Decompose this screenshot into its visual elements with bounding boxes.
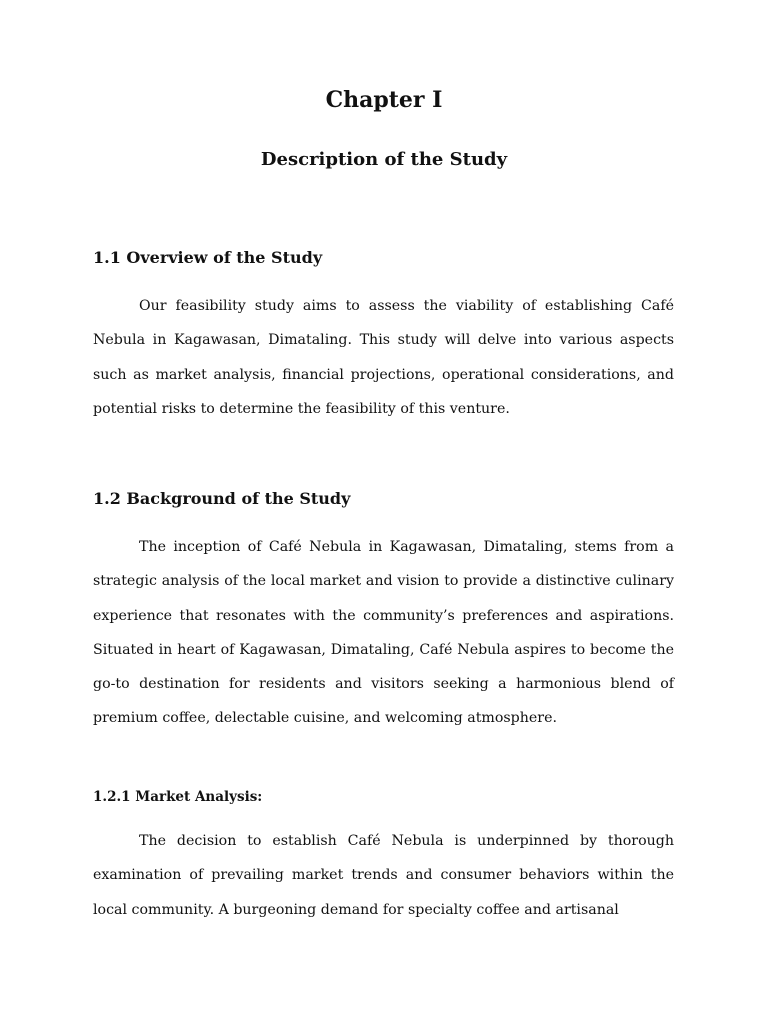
chapter-title: Chapter I (325, 87, 443, 113)
section-heading-overview: 1.1 Overview of the Study (93, 248, 323, 267)
market-analysis-paragraph: The decision to establish Café Nebula is underpinned by thorough examination of prevailing market trends and consumer behaviors within the local community. A burgeoning demand for specialty coffee and artisanal (93, 833, 674, 918)
section-heading-background: 1.2 Background of the Study (93, 489, 351, 508)
overview-paragraph: Our feasibility study aims to assess the viability of establishing Café Nebula in Kagawasan, Dimataling. This study will delve into various aspects such as market analysis, financial projections, operational considerations, and potential risks to determine the feasibility of this venture. (93, 298, 674, 417)
chapter-subtitle: Description of the Study (260, 149, 508, 170)
background-paragraph: The inception of Café Nebula in Kagawasan, Dimataling, stems from a strategic analysis of the local market and vision to provide a distinctive culinary experience that resonates with the community’s preferences and aspirations. Situated in heart of Kagawasan, Dimataling, Café Nebula aspires to become the go-to destination for residents and visitors seeking a harmonious blend of premium coffee, delectable cuisine, and welcoming atmosphere. (93, 539, 674, 727)
subsection-heading-market-analysis: 1.2.1 Market Analysis: (93, 789, 263, 805)
